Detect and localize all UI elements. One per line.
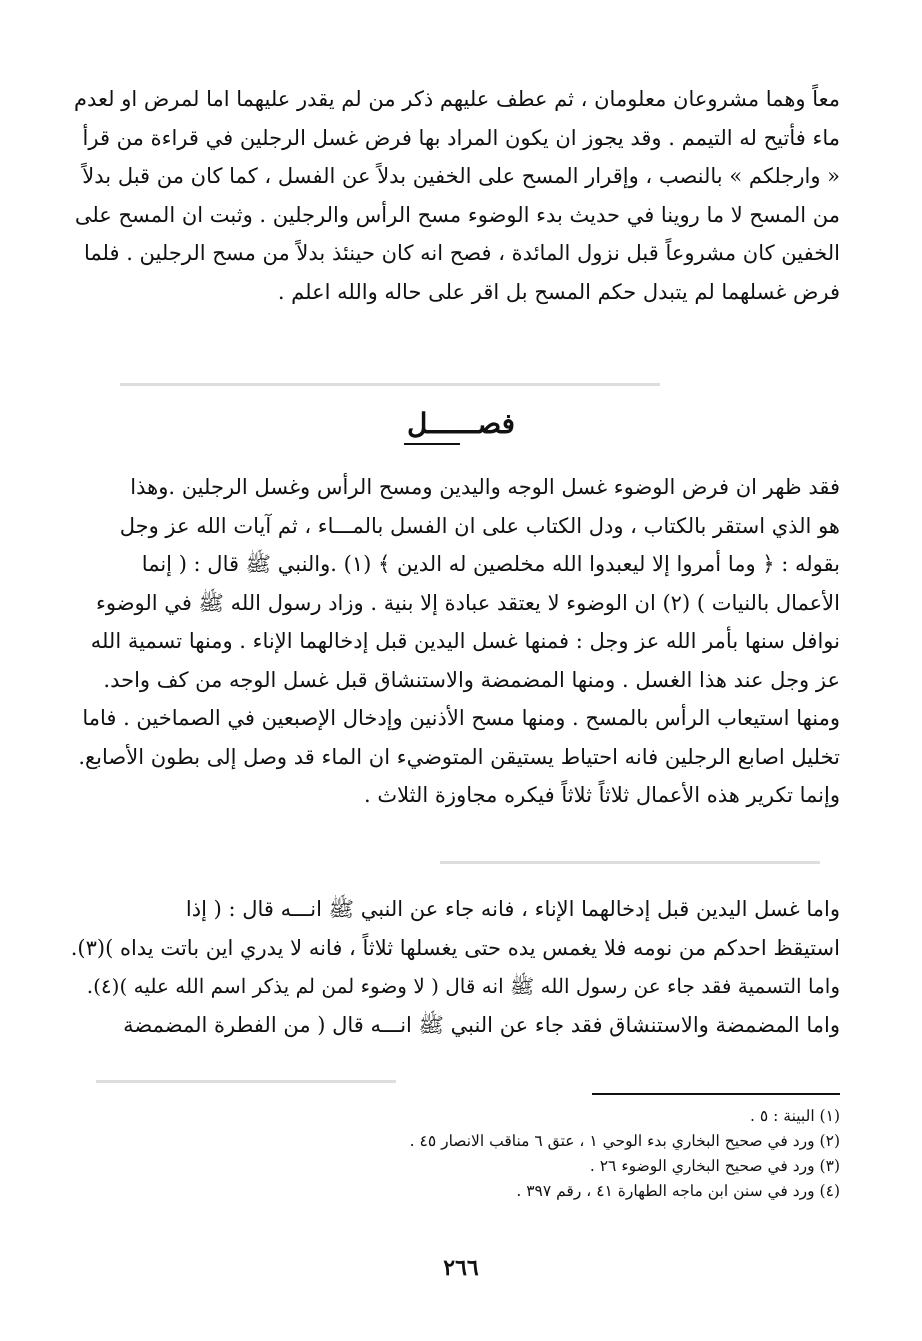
footnote-3: (٣) ورد في صحيح البخاري الوضوء ٢٦ . — [589, 1157, 840, 1175]
text-line: وإنما تكرير هذه الأعمال ثلاثاً ثلاثاً فيكره مجاوزة الثلاث . — [364, 783, 840, 807]
text-line: معاً وهما مشروعان معلومان ، ثم عطف عليهم ذكر من لم يقدر عليهما اما لمرض او لعدم — [74, 87, 840, 111]
show-through-mark — [96, 1080, 396, 1083]
footnote-2: (٢) ورد في صحيح البخاري بدء الوحي ١ ، عتق ٦ مناقب الانصار ٤٥ . — [409, 1132, 840, 1150]
paragraph-2 — [70, 468, 840, 815]
text-line: فرض غسلهما لم يتبدل حكم المسح بل اقر على حاله والله اعلم . — [277, 279, 840, 304]
paragraph-3 — [70, 890, 840, 1044]
text-line: الأعمال بالنيات ) (٢) ان الوضوء لا يعتقد عبادة إلا بنية . وزاد رسول الله ﷺ في الوضوء — [96, 590, 840, 615]
text-line: نوافل سنها بأمر الله عز وجل : فمنها غسل اليدين قبل إدخالهما الإناء . ومنها تسمية الله — [90, 629, 840, 653]
show-through-mark — [120, 383, 660, 386]
footnotes — [80, 1104, 840, 1204]
text-line: بقوله : ﴿ وما أمروا إلا ليعبدوا الله مخلصين له الدين ﴾ (١) .والنبي ﷺ قال : ( إنما — [141, 552, 840, 576]
text-line: ماء فأتيح له التيمم . وقد يجوز ان يكون المراد بها فرض غسل الرجلين في قراءة من قرأ — [82, 125, 840, 150]
text-line: عز وجل عند هذا الغسل . ومنها المضمضة والاستنشاق قبل غسل الوجه من كف واحد. — [103, 667, 840, 692]
text-line: واما المضمضة والاستنشاق فقد جاء عن النبي ﷺ انـــه قال ( من الفطرة المضمضة — [123, 1012, 840, 1037]
text-line: فقد ظهر ان فرض الوضوء غسل الوجه واليدين ومسح الرأس وغسل الرجلين .وهذا — [130, 475, 840, 499]
text-line: ومنها استيعاب الرأس بالمسح . ومنها مسح الأذنين وإدخال الإصبعين في الصماخين . فاما — [82, 706, 840, 730]
footnote-4: (٤) ورد في سنن ابن ماجه الطهارة ٤١ ، رقم ٣٩٧ . — [516, 1182, 840, 1200]
heading-underline — [404, 443, 460, 445]
section-heading: فصــــــل — [406, 407, 516, 440]
text-line: تخليل اصابع الرجلين فانه احتياط يستيقن المتوضيء ان الماء قد وصل إلى بطون الأصابع. — [78, 744, 840, 769]
page-number: ٢٦٦ — [443, 1255, 479, 1281]
text-line: هو الذي استقر بالكتاب ، ودل الكتاب على ان الفسل بالمـــاء ، ثم آيات الله عز وجل — [119, 513, 840, 538]
text-line: الخفين كان مشروعاً قبل نزول المائدة ، فصح انه كان حينئذ بدلاً من مسح الرجلين . فلما — [84, 241, 840, 265]
show-through-mark — [440, 861, 820, 864]
text-line: واما غسل اليدين قبل إدخالهما الإناء ، فانه جاء عن النبي ﷺ انـــه قال : ( إذا — [185, 897, 840, 921]
text-line: من المسح لا ما روينا في حديث بدء الوضوء مسح الرأس والرجلين . وثبت ان المسح على — [74, 202, 840, 227]
footnote-1: (١) البينة : ٥ . — [750, 1107, 840, 1125]
text-line: « وارجلكم » بالنصب ، وإقرار المسح على الخفين بدلاً عن الفسل ، كما كان من قبل بدلاً — [82, 164, 840, 188]
text-line: استيقظ احدكم من نومه فلا يغمس يده حتى يغسلها ثلاثاً ، فانه لا يدري اين باتت يداه )(٣). — [70, 935, 840, 960]
paragraph-1 — [70, 80, 840, 311]
footnote-separator — [592, 1093, 840, 1095]
text-line: واما التسمية فقد جاء عن رسول الله ﷺ انه قال ( لا وضوء لمن لم يذكر اسم الله عليه )(٤). — [86, 974, 840, 998]
